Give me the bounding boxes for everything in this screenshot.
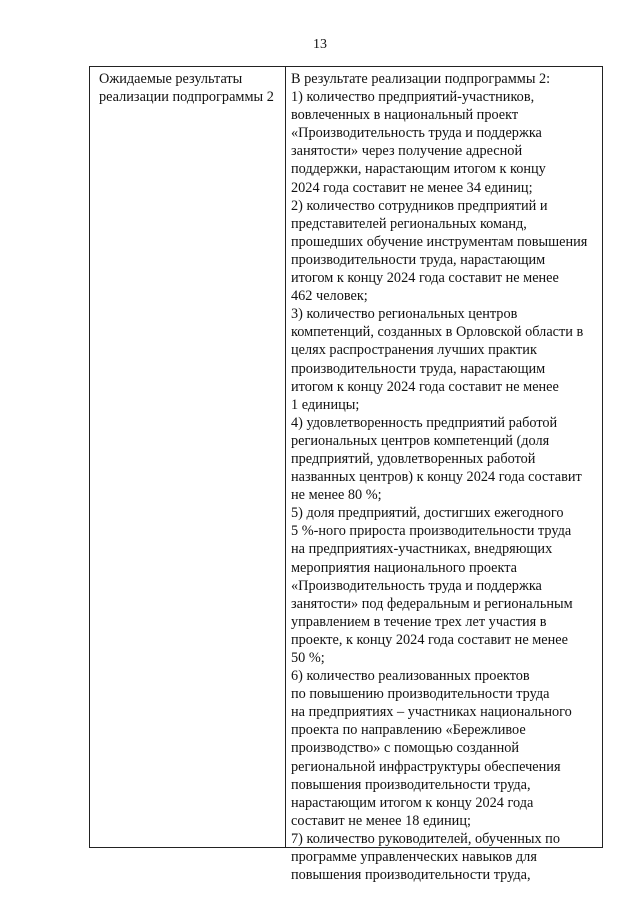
content-text-line: итогом к концу 2024 года составит не менее — [291, 378, 559, 395]
content-text-line: повышения производительности труда, — [291, 867, 531, 884]
content-text-line: 462 человек; — [291, 288, 368, 305]
content-text-line: проекте, к концу 2024 года составит не менее — [291, 631, 568, 648]
content-text-line: 1) количество предприятий-участников, — [291, 89, 535, 106]
content-text-line: на предприятиях – участниках национального — [291, 704, 572, 721]
content-text-line: 4) удовлетворенность предприятий работой — [291, 414, 558, 431]
content-text-line: программе управленческих навыков для — [291, 849, 537, 866]
content-text-line: проекта по направлению «Бережливое — [291, 722, 526, 739]
content-text-line: представителей региональных команд, — [291, 215, 527, 232]
content-text-line: 2024 года составит не менее 34 единиц; — [291, 179, 533, 196]
content-text-line: 5 %-ного прироста производительности труда — [291, 523, 572, 540]
content-text-line: не менее 80 %; — [291, 487, 382, 504]
content-text-line: нарастающим итогом к концу 2024 года — [291, 794, 534, 811]
content-text-line: производительности труда, нарастающим — [291, 251, 546, 268]
content-text-line: 6) количество реализованных проектов — [291, 668, 530, 685]
content-text-line: 5) доля предприятий, достигших ежегодного — [291, 505, 564, 522]
content-text-line: предприятий, удовлетворенных работой — [291, 450, 536, 467]
content-text-line: 3) количество региональных центров — [291, 306, 518, 323]
page-number: 13 — [313, 37, 327, 52]
content-text-line: 7) количество руководителей, обученных по — [291, 830, 560, 847]
content-text-line: производительности труда, нарастающим — [291, 360, 546, 377]
content-text-line: региональных центров компетенций (доля — [291, 432, 550, 449]
content-text-line: составит не менее 18 единиц; — [291, 812, 471, 829]
content-text-line: 50 %; — [291, 650, 325, 666]
content-text-line: «Производительность труда и поддержка — [291, 577, 542, 594]
content-text-line: названных центров) к концу 2024 года составит — [291, 469, 582, 486]
results-table — [89, 66, 603, 884]
content-text-line: занятости» под федеральным и региональным — [291, 595, 573, 612]
content-text-line: управлением в течение трех лет участия в — [291, 613, 547, 630]
content-text-line: мероприятия национального проекта — [291, 559, 518, 576]
content-text-line: «Производительность труда и поддержка — [291, 125, 542, 142]
label-text-line: Ожидаемые результаты — [99, 71, 243, 87]
table-label-cell — [90, 67, 286, 847]
content-text-line: по повышению производительности труда — [291, 686, 550, 703]
content-text-line: итогом к концу 2024 года составит не менее — [291, 270, 559, 287]
table-content-cell — [286, 67, 602, 884]
content-text-line: региональной инфраструктуры обеспечения — [291, 758, 561, 775]
content-text-line: занятости» через получение адресной — [291, 143, 523, 160]
content-text-line: повышения производительности труда, — [291, 776, 531, 793]
content-text-line: на предприятиях-участниках, внедряющих — [291, 541, 553, 558]
content-text-line: прошедших обучение инструментам повышения — [291, 233, 588, 250]
content-text-line: производство» с помощью созданной — [291, 740, 520, 757]
content-text-line: В результате реализации подпрограммы 2: — [291, 71, 551, 87]
content-text-line: поддержки, нарастающим итогом к концу — [291, 161, 546, 178]
content-text-line: 1 единицы; — [291, 396, 360, 413]
content-text-line: целях распространения лучших практик — [291, 342, 537, 359]
label-text-line: реализации подпрограммы 2 — [99, 89, 274, 106]
content-text-line: 2) количество сотрудников предприятий и — [291, 197, 548, 214]
content-text-line: вовлеченных в национальный проект — [291, 107, 519, 124]
content-text-line: компетенций, созданных в Орловской области в — [291, 324, 584, 341]
